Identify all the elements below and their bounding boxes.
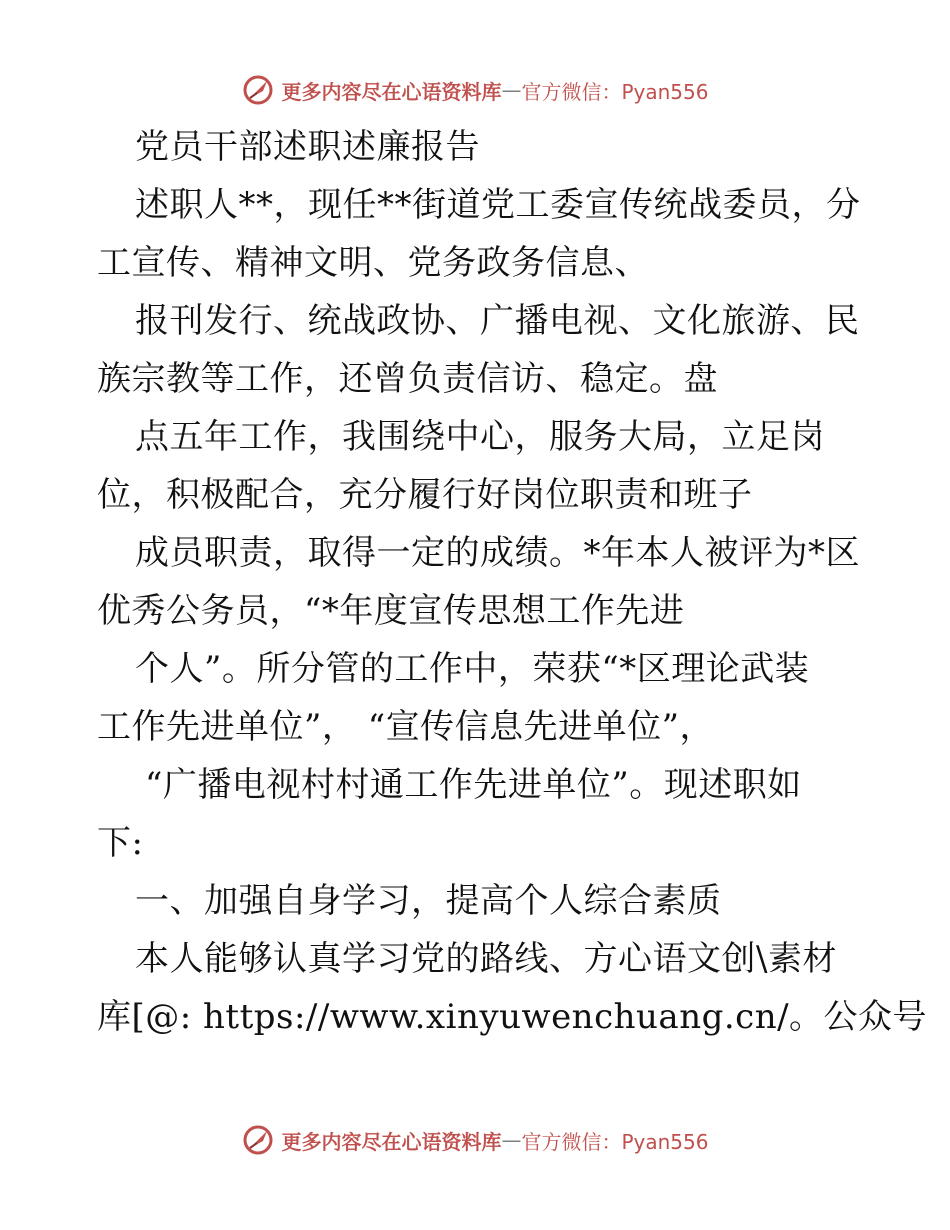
- text-line: 述职人**，现任**街道党工委宣传统战委员，分: [135, 185, 861, 225]
- quill-logo-icon: [241, 1123, 275, 1157]
- text-line: 优秀公务员，“*年度宣传思想工作先进: [97, 591, 685, 631]
- text-line: 工作先进单位”， “宣传信息先进单位”，: [97, 707, 714, 747]
- text-line-url: 库[@: https://www.xinyuwenchuang.cn/。公众号: [97, 997, 928, 1037]
- document-body: [97, 118, 928, 1046]
- text-line: 工宣传、精神文明、党务政务信息、: [97, 243, 649, 283]
- text-line: 下:: [97, 823, 144, 863]
- footer-watermark-banner: [0, 1120, 950, 1160]
- text-line: 本人能够认真学习党的路线、方心语文创\素材: [135, 939, 837, 979]
- text-line: 点五年工作，我围绕中心，服务大局，立足岗: [135, 417, 825, 457]
- quill-logo-icon: [241, 73, 275, 107]
- text-line: 个人”。所分管的工作中，荣获“*区理论武装: [135, 649, 810, 689]
- banner-site-text: 更多内容尽在心语资料库: [281, 79, 502, 104]
- banner-site-text: 更多内容尽在心语资料库: [281, 1129, 502, 1154]
- document-title: 党员干部述职述廉报告: [135, 127, 480, 167]
- text-line: 族宗教等工作，还曾负责信访、稳定。盘: [97, 359, 718, 399]
- banner-wechat-text: 官方微信：Pyan556: [521, 79, 709, 104]
- section-heading: 一、加强自身学习，提高个人综合素质: [135, 881, 722, 921]
- banner-dash: —: [501, 1128, 522, 1152]
- text-line: 位，积极配合，充分履行好岗位职责和班子: [97, 475, 753, 515]
- text-line: 报刊发行、统战政协、广播电视、文化旅游、民: [135, 301, 860, 341]
- text-line: 成员职责，取得一定的成绩。*年本人被评为*区: [135, 533, 860, 573]
- banner-wechat-text: 官方微信：Pyan556: [521, 1129, 709, 1154]
- banner-dash: —: [501, 78, 522, 102]
- header-watermark-banner: [0, 70, 950, 110]
- text-line: “广播电视村村通工作先进单位”。现述职如: [145, 765, 802, 805]
